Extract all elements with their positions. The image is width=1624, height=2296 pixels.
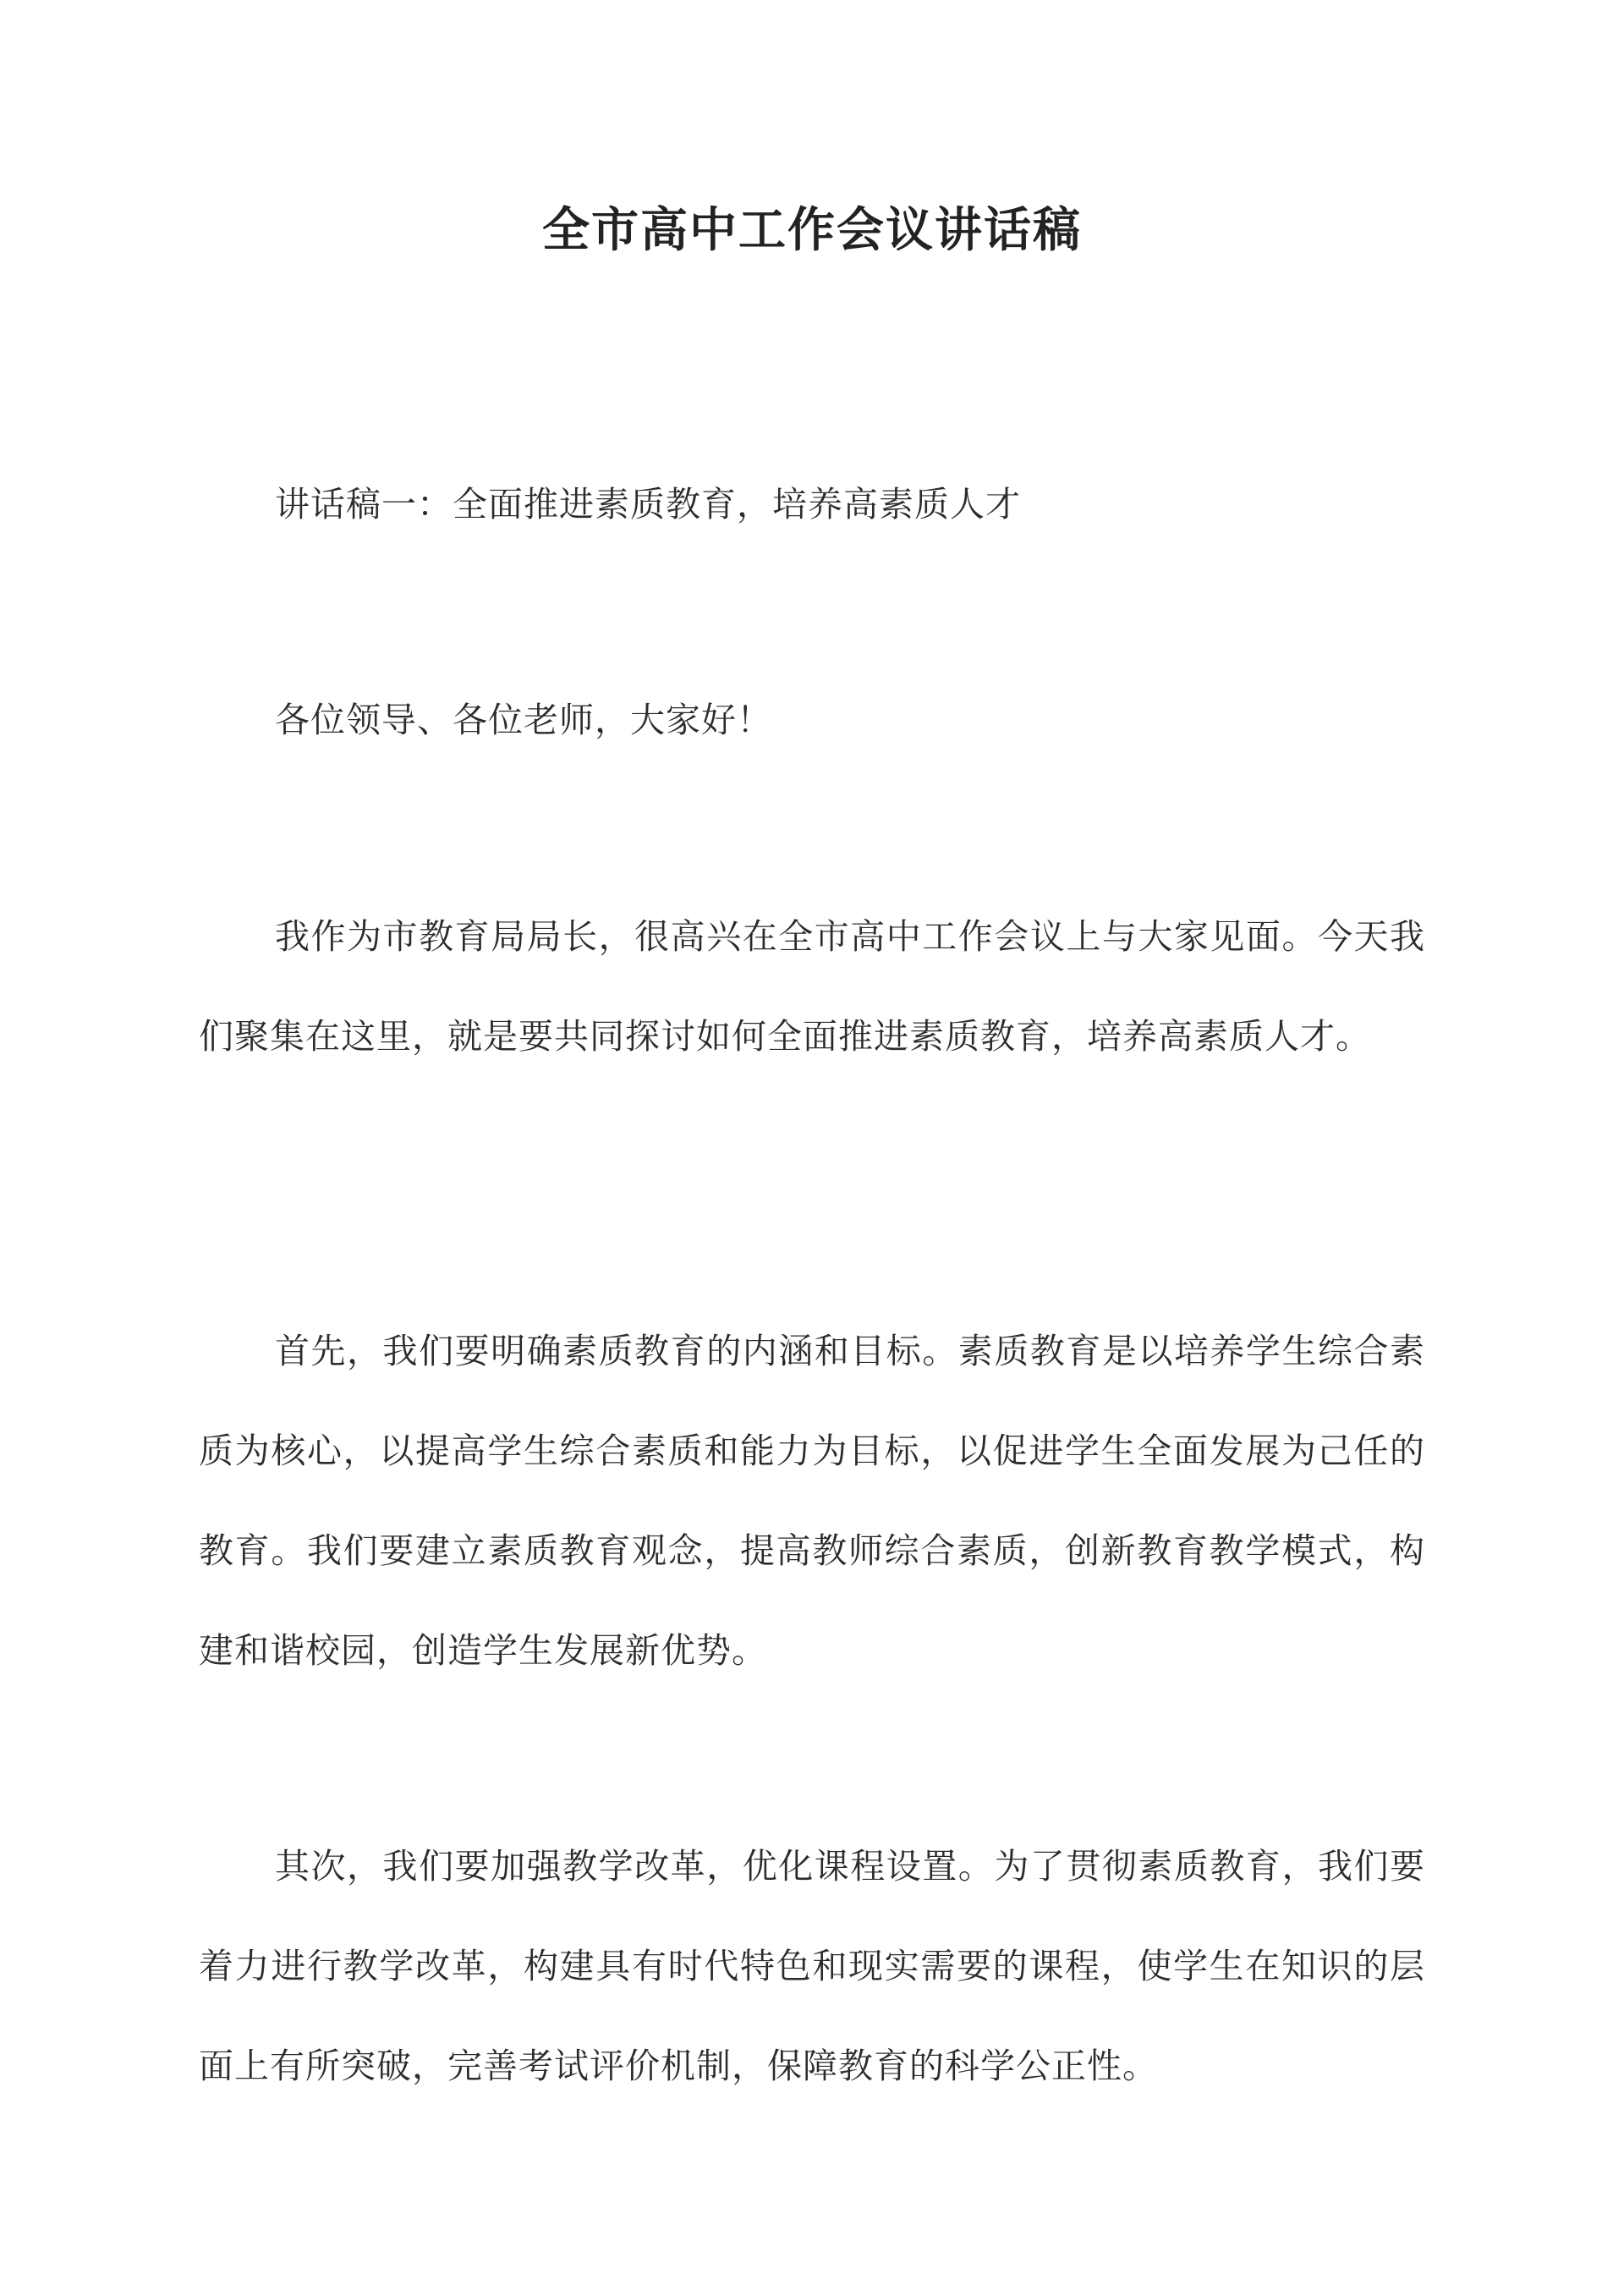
speech-subtitle: 讲话稿一：全面推进素质教育，培养高素质人才 bbox=[275, 484, 1021, 525]
document-title: 全市高中工作会议讲话稿 bbox=[542, 202, 1082, 258]
first-point-paragraph: 首先，我们要明确素质教育的内涵和目标。素质教育是以培养学生综合素质为核心，以提高学生综合素质和能力为目标，以促进学生全面发展为己任的教育。我们要建立素质教育观念，提高教师综合素质，创新教育教学模式，构建和谐校园，创造学生发展新优势。 bbox=[199, 1331, 1425, 1671]
intro-paragraph: 我作为市教育局局长，很高兴在全市高中工作会议上与大家见面。今天我们聚集在这里，就是要共同探讨如何全面推进素质教育，培养高素质人才。 bbox=[199, 916, 1425, 1057]
second-point-paragraph: 其次，我们要加强教学改革，优化课程设置。为了贯彻素质教育，我们要着力进行教学改革，构建具有时代特色和现实需要的课程，使学生在知识的层面上有所突破，完善考试评价机制，保障教育的科学公正性。 bbox=[199, 1846, 1425, 2086]
greeting-paragraph: 各位领导、各位老师，大家好！ bbox=[275, 700, 772, 740]
